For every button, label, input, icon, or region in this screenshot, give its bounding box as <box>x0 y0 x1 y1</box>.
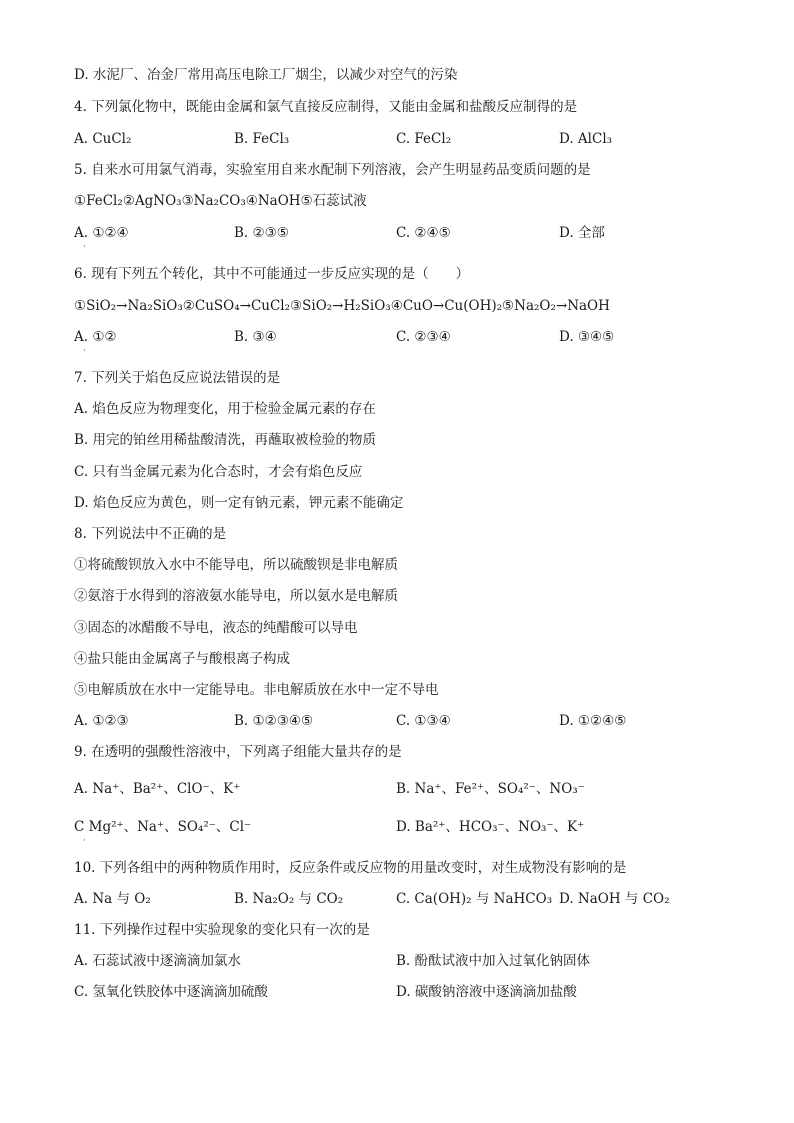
q8-statement-3: ③固态的冰醋酸不导电，液态的纯醋酸可以导电 <box>74 620 358 636</box>
q8-stem: 8. 下列说法中不正确的是 <box>74 526 227 542</box>
q5-option-d: D. 全部 <box>559 225 605 241</box>
q8-statement-2: ②氨溶于水得到的溶液氨水能导电，所以氨水是电解质 <box>74 588 398 604</box>
q9-option-b: B. Na⁺、Fe²⁺、SO₄²⁻、NO₃⁻ <box>396 781 585 797</box>
q8-option-b: B. ①②③④⑤ <box>234 713 314 729</box>
q7-stem: 7. 下列关于焰色反应说法错误的是 <box>74 370 281 386</box>
q3-option-d: D. 水泥厂、冶金厂常用高压电除工厂烟尘，以减少对空气的污染 <box>74 67 458 83</box>
q10-option-a: A. Na 与 O₂ <box>74 891 151 907</box>
q8-statement-4: ④盐只能由金属离子与酸根离子构成 <box>74 651 290 667</box>
q5-stem: 5. 自来水可用氯气消毒，实验室用自来水配制下列溶液，会产生明显药品变质问题的是 <box>74 162 591 178</box>
q11-option-c: C. 氢氧化铁胶体中逐滴滴加硫酸 <box>74 984 268 1000</box>
q5-dot-mark: · <box>83 242 86 252</box>
q7-option-d: D. 焰色反应为黄色，则一定有钠元素，钾元素不能确定 <box>74 495 404 511</box>
q11-option-d: D. 碳酸钠溶液中逐滴滴加盐酸 <box>396 984 577 1000</box>
q10-options <box>74 888 754 910</box>
q6-option-a: A. ①② <box>74 329 117 345</box>
q10-option-b: B. Na₂O₂ 与 CO₂ <box>234 891 344 907</box>
q5-option-c: C. ②④⑤ <box>396 225 451 241</box>
q10-option-c: C. Ca(OH)₂ 与 NaHCO₃ <box>396 891 553 907</box>
q6-items: ①SiO₂→Na₂SiO₃②CuSO₄→CuCl₂③SiO₂→H₂SiO₃④CuO→Cu(OH)₂⑤Na₂O₂→NaOH <box>74 298 610 314</box>
q6-option-c: C. ②③④ <box>396 329 451 345</box>
q11-option-a: A. 石蕊试液中逐滴滴加氯水 <box>74 953 241 969</box>
q11-options-row1 <box>74 950 754 972</box>
q4-option-b: B. FeCl₃ <box>234 131 290 147</box>
q6-options <box>74 326 754 356</box>
q8-option-a: A. ①②③ <box>74 713 129 729</box>
q10-stem: 10. 下列各组中的两种物质作用时，反应条件或反应物的用量改变时，对生成物没有影响的是 <box>74 860 627 876</box>
q5-option-a: A. ①②④ <box>74 225 129 241</box>
q6-option-b: B. ③④ <box>234 329 277 345</box>
q6-option-d: D. ③④⑤ <box>559 329 615 345</box>
q8-option-d: D. ①②④⑤ <box>559 713 627 729</box>
q4-option-c: C. FeCl₂ <box>396 131 452 147</box>
q9-stem: 9. 在透明的强酸性溶液中，下列离子组能大量共存的是 <box>74 744 402 760</box>
q9-option-d: D. Ba²⁺、HCO₃⁻、NO₃⁻、K⁺ <box>396 819 585 835</box>
q11-option-b: B. 酚酞试液中加入过氧化钠固体 <box>396 953 591 969</box>
q9-option-a: A. Na⁺、Ba²⁺、ClO⁻、K⁺ <box>74 781 241 797</box>
q11-options-row2 <box>74 981 754 1003</box>
q8-statement-5: ⑤电解质放在水中一定能导电。非电解质放在水中一定不导电 <box>74 682 439 698</box>
q5-option-b: B. ②③⑤ <box>234 225 289 241</box>
q9-options-row1 <box>74 778 754 800</box>
q8-options <box>74 710 754 732</box>
q8-option-c: C. ①③④ <box>396 713 451 729</box>
q6-dot-mark: · <box>83 346 86 356</box>
q4-options <box>74 128 754 150</box>
q5-options <box>74 222 754 252</box>
q7-option-b: B. 用完的铂丝用稀盐酸清洗，再蘸取被检验的物质 <box>74 432 377 448</box>
q11-stem: 11. 下列操作过程中实验现象的变化只有一次的是 <box>74 922 370 938</box>
q5-items: ①FeCl₂②AgNO₃③Na₂CO₃④NaOH⑤石蕊试液 <box>74 193 367 209</box>
q9-option-c: C Mg²⁺、Na⁺、SO₄²⁻、Cl⁻ <box>74 819 252 835</box>
q9-dot-mark: · <box>83 836 86 846</box>
q10-option-d: D. NaOH 与 CO₂ <box>559 891 670 907</box>
q9-options-row2 <box>74 816 754 846</box>
q8-statement-1: ①将硫酸钡放入水中不能导电，所以硫酸钡是非电解质 <box>74 557 398 573</box>
q4-option-d: D. AlCl₃ <box>559 131 613 147</box>
q6-stem: 6. 现有下列五个转化，其中不可能通过一步反应实现的是（ ） <box>74 266 470 282</box>
q4-option-a: A. CuCl₂ <box>74 131 132 147</box>
q4-stem: 4. 下列氯化物中，既能由金属和氯气直接反应制得，又能由金属和盐酸反应制得的是 <box>74 99 578 115</box>
q7-option-c: C. 只有当金属元素为化合态时，才会有焰色反应 <box>74 464 363 480</box>
q7-option-a: A. 焰色反应为物理变化，用于检验金属元素的存在 <box>74 401 376 417</box>
